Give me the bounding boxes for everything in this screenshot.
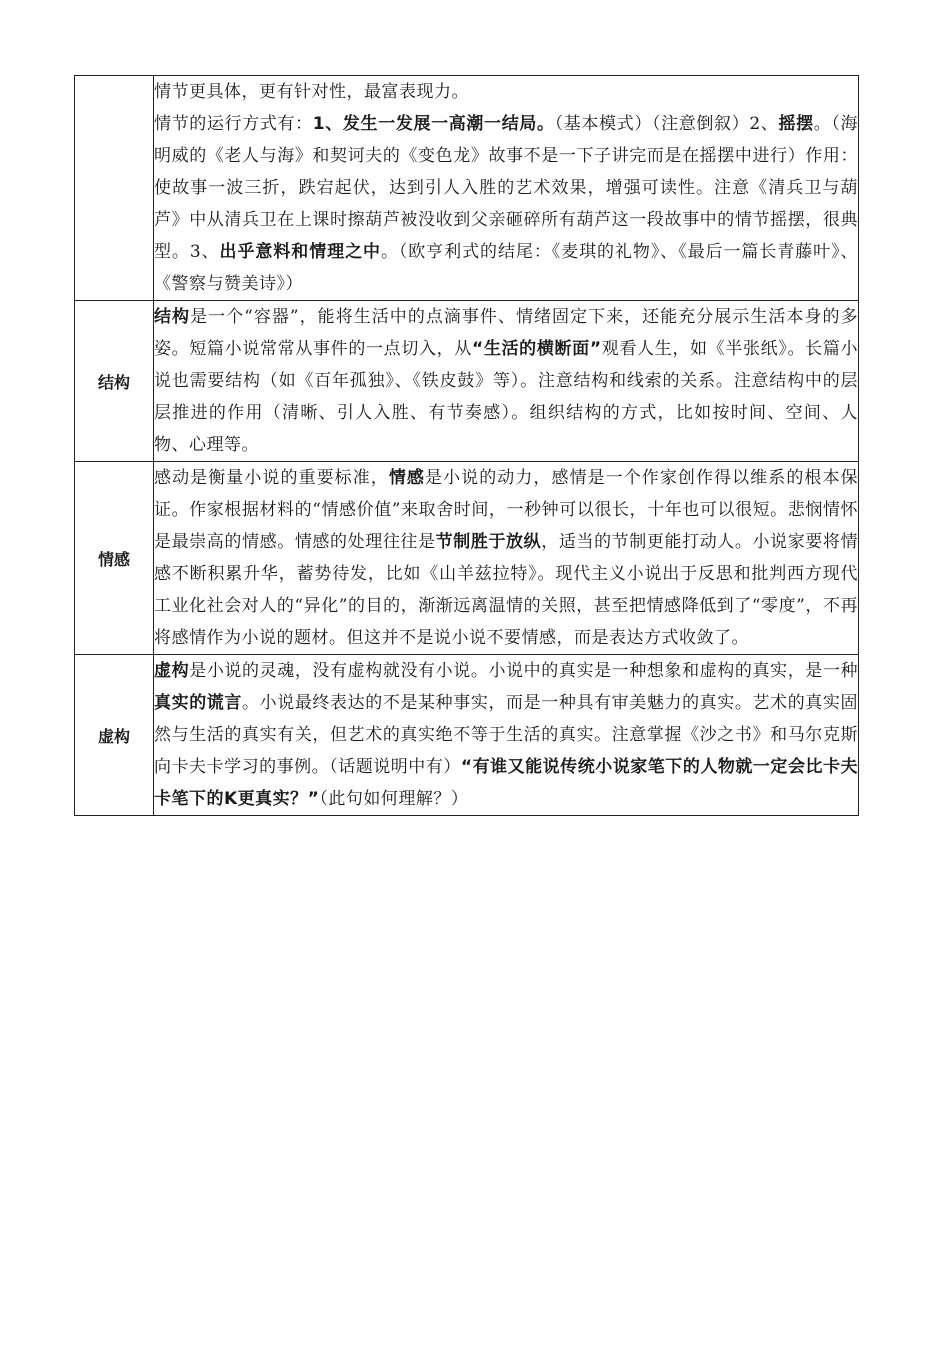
row-label: 虚构 <box>75 655 154 816</box>
body-text: ，适当的节制更能打动人。小说家要将情感不断积累升华，蓄势待发，比如《山羊兹拉特》。现代主义小说出于反思和批判西方现代工业化社会对人的“异化”的目的，渐渐远离温情的关照，甚至把情感降低到了“零度”，不再将感情作为小说的题材。但这并不是说小说不要情感，而是表达方式收敛了。 <box>154 532 859 648</box>
body-text: 。小说最终表达的不是某种事实，而是一种具有审美魅力的真实。艺术的真实固然与生活的真实有关，但艺术的真实绝不等于生活的真实。注意掌握《沙之书》和马尔克斯向卡夫卡学习的事例。（话题说明中有） <box>154 693 859 777</box>
paragraph <box>154 301 858 461</box>
row-label <box>75 76 154 301</box>
emphasis-text: 虚构 <box>154 661 190 681</box>
table-row <box>75 76 859 301</box>
body-text: 观看人生，如《半张纸》。长篇小说也需要结构（如《百年孤独》、《铁皮鼓》等）。注意结构和线索的关系。注意结构中的层层推进的作用（清晰、引人入胜、有节奏感）。组织结构的方式，比如按时间、空间、人物、心理等。 <box>154 339 859 455</box>
body-text: （基本模式）（注意倒叙）2、 <box>554 114 779 134</box>
emphasis-text: 摇摆 <box>778 114 814 134</box>
table-row <box>75 462 859 655</box>
emphasis-text: 真实的谎言 <box>154 693 243 713</box>
emphasis-text: 出乎意料和情理之中 <box>219 242 381 262</box>
body-text: 情节的运行方式有： <box>154 114 313 134</box>
row-content <box>154 76 859 301</box>
body-text: 是小说的动力，感情是一个作家创作得以维系的根本保证。作家根据材料的“情感价值”来取舍时间，一秒钟可以很长，十年也可以很短。悲悯情怀是最崇高的情感。情感的处理往往是 <box>154 468 859 552</box>
emphasis-text: 1、发生一发展一高潮一结局。 <box>312 114 555 134</box>
row-content <box>154 462 859 655</box>
paragraph <box>154 76 858 108</box>
paragraph <box>154 462 858 654</box>
emphasis-text: 情感 <box>388 468 425 488</box>
body-text: 。（欧亨利式的结尾：《麦琪的礼物》、《最后一篇长青藤叶》、《警察与赞美诗》） <box>154 242 859 294</box>
row-content <box>154 301 859 462</box>
row-content <box>154 655 859 816</box>
row-label: 情感 <box>75 462 154 655</box>
table-row <box>75 655 859 816</box>
emphasis-text: “有谁又能说传统小说家笔下的人物就一定会比卡夫卡笔下的K更真实？” <box>154 757 859 809</box>
body-text: 情节更具体，更有针对性，最富表现力。 <box>154 82 469 102</box>
table-row <box>75 301 859 462</box>
body-text: 是小说的灵魂，没有虚构就没有小说。小说中的真实是一种想象和虚构的真实，是一种 <box>189 661 859 681</box>
paragraph <box>154 655 858 815</box>
content-table <box>74 75 859 816</box>
row-label: 结构 <box>75 301 154 462</box>
emphasis-text: 结构 <box>154 307 191 327</box>
paragraph <box>154 108 858 300</box>
emphasis-text: “生活的横断面” <box>472 339 602 359</box>
body-text: 感动是衡量小说的重要标准， <box>154 468 389 488</box>
body-text: （此句如何理解？） <box>319 789 469 809</box>
emphasis-text: 节制胜于放纵 <box>435 532 542 552</box>
body-text: 是一个“容器”，能将生活中的点滴事件、情绪固定下来，还能充分展示生活本身的多姿。短篇小说常常从事件的一点切入，从 <box>154 307 858 359</box>
body-text: 。（海明威的《老人与海》和契诃夫的《变色龙》故事不是一下子讲完而是在摇摆中进行）作用：使故事一波三折，跌宕起伏，达到引人入胜的艺术效果，增强可读性。注意《清兵卫与葫芦》中从清兵卫在上课时擦葫芦被没收到父亲砸碎所有葫芦这一段故事中的情节摇摆，很典型。3、 <box>154 114 859 262</box>
